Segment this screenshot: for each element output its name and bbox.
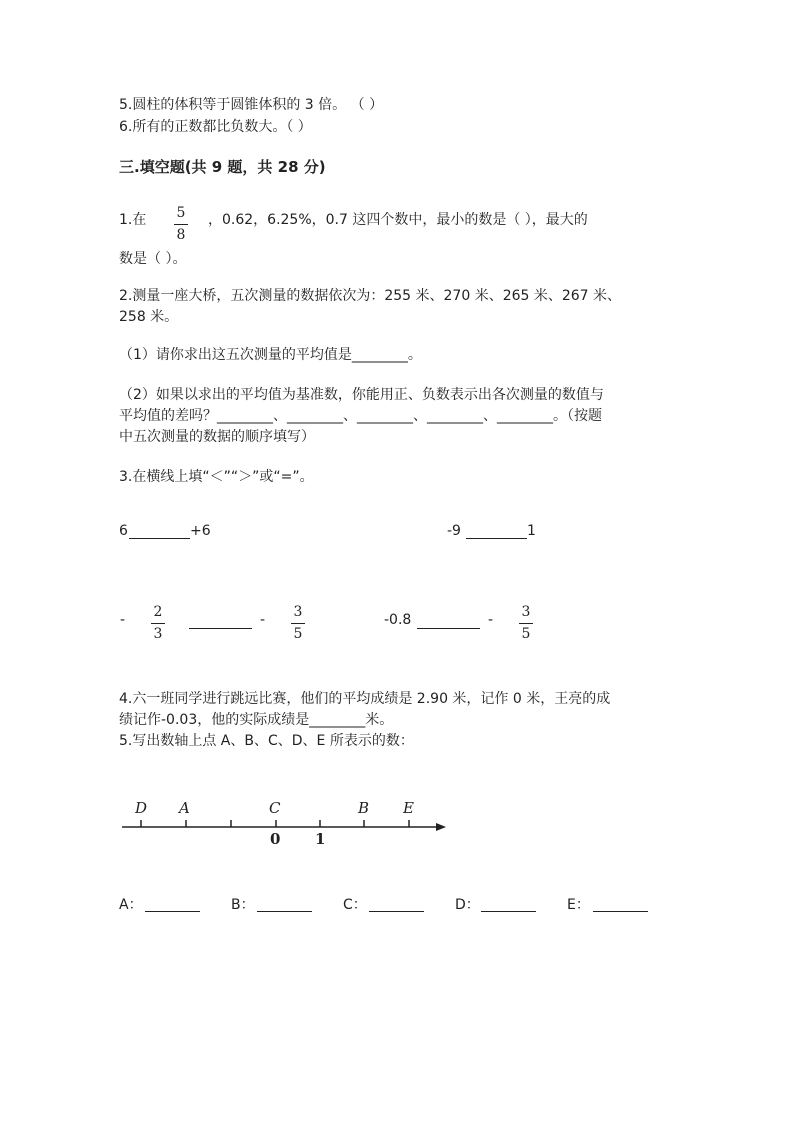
- q2-sub1: （1）请你求出这五次测量的平均值是________。: [119, 347, 422, 363]
- tick-label-zero: 0: [270, 830, 281, 848]
- point-label-e: E: [403, 799, 414, 817]
- q3-d-fraction-numerator: 3: [521, 604, 531, 620]
- number-line-arrow: [436, 823, 446, 831]
- q3-d-left: -0.8: [384, 612, 412, 628]
- q3-c-sign1: -: [120, 612, 126, 628]
- q4-line2: 绩记作-0.03，他的实际成绩是________米。: [119, 712, 394, 728]
- q3-b-left: -9: [447, 523, 461, 539]
- answer-blank-a[interactable]: [145, 910, 200, 912]
- q3-stem: 3.在横线上填“＜”“＞”或“=”。: [119, 469, 314, 485]
- answer-label-b: B：: [231, 897, 255, 913]
- q3-b-right: 1: [527, 523, 536, 539]
- point-label-c: C: [269, 799, 281, 817]
- q4-line1: 4.六一班同学进行跳远比赛，他们的平均成绩是 2.90 米，记作 0 米，王亮的成: [119, 691, 611, 707]
- q1-fraction-denominator: 8: [176, 227, 186, 243]
- q3-c-sign2: -: [260, 612, 266, 628]
- point-label-d: D: [135, 799, 148, 817]
- q3-c-fraction1-denominator: 3: [153, 626, 163, 642]
- q1-line2: 数是（ ）。: [119, 251, 187, 267]
- q1-prefix: 1.在: [119, 212, 147, 228]
- answer-blank-b[interactable]: [257, 910, 312, 912]
- q2-sub2-line1: （2）如果以求出的平均值为基准数，你能用正、负数表示出各次测量的数值与: [119, 387, 604, 403]
- q3-c-fraction1-numerator: 2: [153, 604, 163, 620]
- q3-a-left: 6: [119, 523, 128, 539]
- judge-question-5: 5.圆柱的体积等于圆锥体积的 3 倍。 （ ）: [119, 97, 384, 113]
- q1-rest: ，0.62，6.25%，0.7 这四个数中，最小的数是（ ），最大的: [208, 212, 588, 228]
- tick-label-one: 1: [315, 830, 326, 848]
- q2-sub2-line2: 平均值的差吗？________、________、________、________、________。（按题: [119, 408, 602, 424]
- answer-blank-c[interactable]: [369, 910, 424, 912]
- answer-blank-d[interactable]: [481, 910, 536, 912]
- q5-stem: 5.写出数轴上点 A、B、C、D、E 所表示的数：: [119, 733, 414, 749]
- q2-sub2-line3: 中五次测量的数据的顺序填写）: [119, 429, 315, 445]
- q2-line2: 258 米。: [119, 309, 179, 325]
- q3-d-sign: -: [488, 612, 494, 628]
- q1-fraction-numerator: 5: [176, 205, 186, 221]
- q3-c-fraction2-denominator: 5: [293, 626, 303, 642]
- q2-line1: 2.测量一座大桥，五次测量的数据依次为：255 米、270 米、265 米、267 米、: [119, 288, 622, 304]
- answer-label-c: C：: [343, 897, 367, 913]
- answer-label-a: A：: [119, 897, 143, 913]
- point-label-b: B: [358, 799, 370, 817]
- q3-a-right: +6: [190, 523, 211, 539]
- answer-label-e: E：: [567, 897, 590, 913]
- section-title: 三.填空题(共 9 题，共 28 分): [119, 158, 326, 176]
- answer-label-d: D：: [455, 897, 480, 913]
- q3-c-fraction2-numerator: 3: [293, 604, 303, 620]
- point-label-a: A: [179, 799, 190, 817]
- q3-d-fraction-denominator: 5: [521, 626, 531, 642]
- judge-question-6: 6.所有的正数都比负数大。（ ）: [119, 119, 312, 135]
- answer-blank-e[interactable]: [593, 910, 648, 912]
